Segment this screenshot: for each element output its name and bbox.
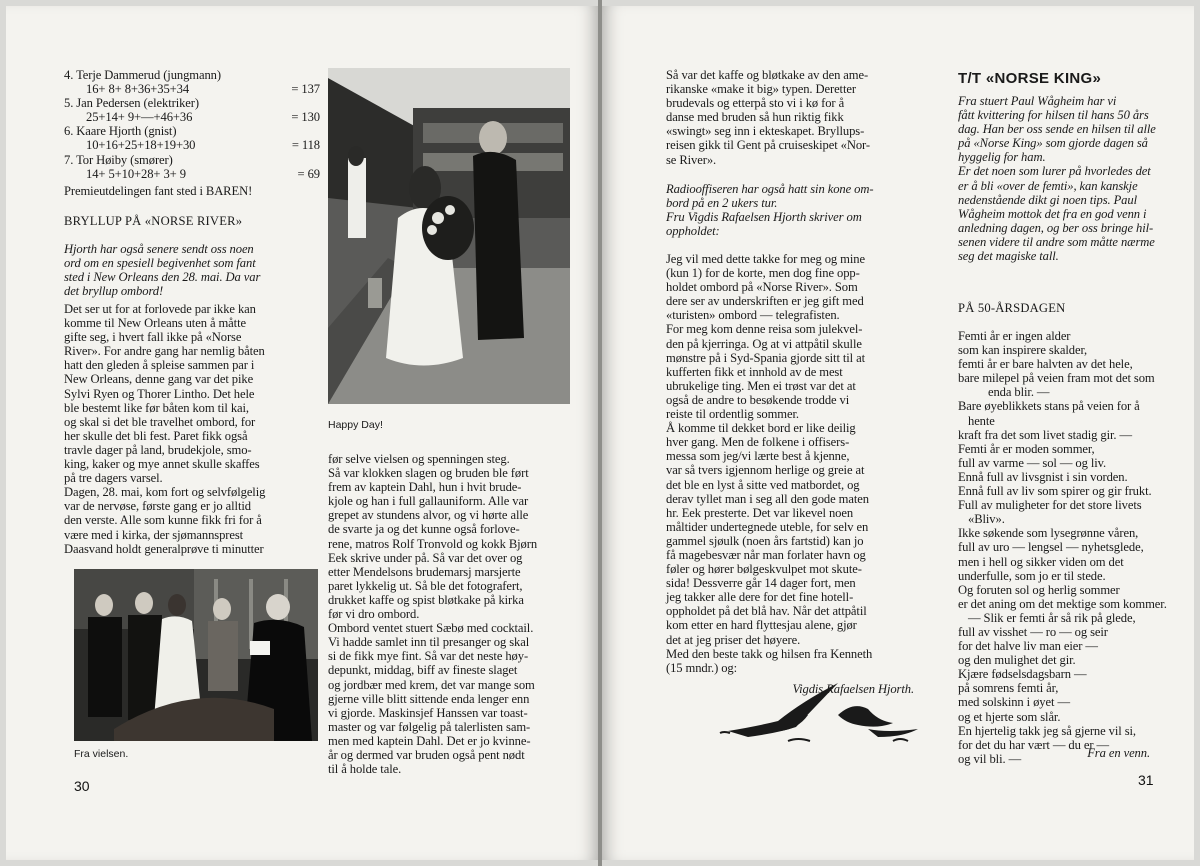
- text-line: Radiooffiseren har også hatt sin kone om-: [666, 182, 874, 196]
- text-line: (15 mndr.) og:: [666, 660, 738, 675]
- text-line: det at jeg priser det høyere.: [666, 632, 801, 647]
- text-line: dere ser av underskriften er jeg gift med: [666, 294, 864, 309]
- text-line: nedenstående dikt gi noen tips. Paul: [958, 192, 1137, 207]
- caption-happy-day: Happy Day!: [328, 419, 383, 431]
- text-line: de svarte ja og det kunne også forlove-: [328, 522, 520, 537]
- text-line: messa som jeg/vi lærte best å kjenne,: [666, 449, 850, 464]
- poem-line: Full av muligheter for det store livets: [958, 498, 1142, 513]
- text-line: Dagen, 28. mai, kom fort og selvfølgelig: [64, 485, 266, 500]
- text-line: Å komme til dekket bord er like deilig: [666, 421, 856, 436]
- text-line: kom etter en hard flyttesjau alene, gjør: [666, 618, 857, 633]
- text-line: til å holde tale.: [328, 762, 402, 777]
- prize-line: Premieutdelingen fant sted i BAREN!: [64, 184, 253, 198]
- page-number-right: 31: [1138, 772, 1154, 788]
- text-line: Det ser ut for at forlovede par ikke kan: [64, 302, 256, 316]
- seagull-icon: [718, 671, 930, 751]
- text-line: Eek skrive under på. Så var det over og: [328, 550, 523, 565]
- wedding-heading: BRYLLUP PÅ «NORSE RIVER»: [64, 214, 243, 228]
- poem-line: Ikke søkende som lysegrønne våren,: [958, 526, 1139, 541]
- text-line: her skulle det bli fest. Paret fikk også: [64, 428, 248, 443]
- text-line: Ombord ventet stuert Sæbø med cocktail.: [328, 621, 534, 636]
- result-total: = 137: [291, 82, 320, 97]
- text-line: var så tvers igjennom herlige og greie at: [666, 463, 865, 478]
- result-expression: 14+ 5+10+28+ 3+ 9: [86, 166, 186, 181]
- text-line: reiste til ordentlig sommer.: [666, 407, 799, 422]
- text-line: se River».: [666, 152, 717, 167]
- result-name: 7. Tor Høiby (smører): [64, 152, 173, 167]
- text-line: Wågheim mottok det fra en god venn i: [958, 206, 1147, 221]
- poem-line: Kjære fødselsdagsbarn —: [958, 667, 1087, 682]
- page-right: [602, 6, 1194, 860]
- ceremony-photo-image: [74, 569, 318, 741]
- text-line: Så var det kaffe og bløtkake av den ame-: [666, 68, 869, 82]
- text-line: fått kvittering for hilsen til hans 50 års: [958, 108, 1149, 123]
- text-line: vi gjorde. Maskinsjef Hanssen var toast-: [328, 705, 528, 720]
- text-line: ubrukelige ting. Men ei trøst var det at: [666, 378, 856, 393]
- text-line: ord om en spesiell begivenhet som fant: [64, 256, 256, 271]
- text-line: før vi dro ombord.: [328, 607, 420, 622]
- result-total: = 118: [291, 138, 320, 153]
- vigdis-signature: Vigdis Rafaelsen Hjorth.: [792, 682, 914, 696]
- text-line: drukket kaffe og spist bløtkake på kirka: [328, 592, 524, 607]
- text-line: depunkt, middag, biff av fineste slaget: [328, 663, 518, 678]
- text-line: rene, matros Rolf Tronvold og kokk Bjørn: [328, 536, 538, 551]
- result-name: 5. Jan Pedersen (elektriker): [64, 96, 199, 111]
- result-total: = 69: [297, 166, 320, 181]
- poem-line: femti år er bare halvten av det hele,: [958, 357, 1133, 372]
- result-entry: [64, 124, 320, 152]
- text-line: danse med bruden så hun riktig fikk: [666, 110, 844, 125]
- poem-line: enda blir. —: [988, 385, 1050, 400]
- text-line: sted i New Orleans den 28. mai. Da var: [64, 270, 261, 285]
- wedding-photo-happy-day: [328, 68, 570, 404]
- wedding-photo-ceremony: [74, 569, 318, 741]
- poem-line: for det halve liv man eier —: [958, 639, 1098, 654]
- text-line: New Orleans, denne gang var det pike: [64, 372, 254, 387]
- caption-from-ceremony: Fra vielsen.: [74, 748, 129, 760]
- poem-line: En hjertelig takk jeg så gjerne vil si,: [958, 723, 1136, 738]
- text-line: etter Mendelsons brudemarsj marsjerte: [328, 564, 521, 579]
- radio-officer-intro: [666, 182, 936, 238]
- text-line: Med den beste takk og hilsen fra Kenneth: [666, 646, 873, 661]
- text-line: være med i kirka, der sjømannsprest: [64, 527, 244, 542]
- poem-line: som kan inspirere skalder,: [958, 343, 1088, 358]
- poem-heading: PÅ 50-ÅRSDAGEN: [958, 301, 1066, 315]
- text-line: ble bestemt like før båten kom til kai,: [64, 400, 249, 415]
- text-line: gammel sjøulk (noen års fartstid) kan jo: [666, 533, 864, 548]
- poem-line: bare milepel på veien fram mot det som: [958, 371, 1155, 386]
- poem-line: Og foruten sol og herlig sommer: [958, 582, 1120, 597]
- poem-line: «Bliv».: [968, 512, 1005, 527]
- text-line: føler og hører bølgeskvulpet mot skute-: [666, 562, 862, 577]
- text-line: «swingt» seg inn i ekteskapet. Bryllups-: [666, 124, 865, 139]
- text-line: hr. Eek presterte. Det var likevel noen: [666, 505, 854, 520]
- text-line: anledning dagen, og ber oss bringe hil-: [958, 220, 1154, 235]
- result-expression: 16+ 8+ 8+36+35+34: [86, 82, 190, 97]
- text-line: derav tyllet man i seg all den gode maten: [666, 491, 869, 506]
- result-expression: 25+14+ 9+—+46+36: [86, 110, 193, 125]
- text-line: dag. Han ber oss sende en hilsen til alle: [958, 122, 1156, 137]
- poem-line: er det aning om det mektige som kommer.: [958, 596, 1167, 611]
- text-line: det ble en lyst å sitte ved matbordet, og: [666, 477, 860, 492]
- result-name: 4. Terje Dammerud (jungmann): [64, 68, 221, 82]
- text-line: «turisten» ombord — telegrafisten.: [666, 308, 840, 323]
- text-line: er å bli «over de femti», kan kanskje: [958, 178, 1138, 193]
- couple-photo-image: [328, 68, 570, 404]
- text-line: bord på en 2 ukers tur.: [666, 196, 778, 211]
- text-line: Vi hadde samlet inn til presanger og skal: [328, 635, 530, 650]
- poem-line: med solskinn i øyet —: [958, 695, 1070, 710]
- poem-signature: Fra en venn.: [1087, 746, 1150, 760]
- result-score-row: [64, 110, 320, 124]
- text-line: gjerne ville blitt sittende enda lenger enn: [328, 691, 530, 706]
- text-line: på «Norse King» som gjorde dagen så: [958, 136, 1148, 151]
- poem-line: for det du har vært — du er —: [958, 737, 1109, 752]
- result-total: = 130: [291, 110, 320, 125]
- text-line: si de fikk mye fint. Så var det neste høy-: [328, 649, 529, 664]
- poem-line: og den mulighet det gir.: [958, 653, 1076, 668]
- text-line: mønstre på i Syd-Spania gjorde sitt til at: [666, 350, 866, 365]
- poem-line: på somrens femti år,: [958, 681, 1059, 696]
- text-line: frem av kaptein Dahl, hun i hvit brude-: [328, 480, 522, 495]
- text-line: grepet av stundens alvor, og vi hørte alle: [328, 508, 529, 523]
- result-entry: [64, 96, 320, 124]
- poem-line: kraft fra det som livet stadig gir. —: [958, 427, 1132, 442]
- wedding-intro: [64, 242, 326, 298]
- poem-line: underfulle, som jo er til stede.: [958, 568, 1106, 583]
- text-line: jeg takker alle dere for det fine hotell-: [666, 590, 854, 605]
- wedding-text-col1: [64, 302, 326, 556]
- page-left: [6, 6, 598, 860]
- poem-line: Ennå full av liv som spirer og gir frukt.: [958, 484, 1152, 499]
- result-entry: [64, 68, 320, 96]
- text-line: Sylvi Ryen og Thorer Lintho. Det hele: [64, 386, 255, 401]
- text-line: rikanske «make it big» typen. Deretter: [666, 82, 856, 97]
- text-line: var de nervøse, første gang er jo alltid: [64, 499, 251, 514]
- text-line: komme til New Orleans uten å måtte: [64, 316, 246, 331]
- result-name: 6. Kaare Hjorth (gnist): [64, 124, 177, 139]
- text-line: kjole og han i full gallauniform. Alle var: [328, 494, 529, 509]
- text-line: oppholdet på det blå hav. Når det attpåtil: [666, 604, 867, 619]
- text-line: master og var følgelig på talerlisten sam-: [328, 719, 531, 734]
- poem-line: Femti år er ingen alder: [958, 329, 1071, 343]
- text-line: gifte seg, i hvert fall ikke på «Norse: [64, 330, 242, 345]
- text-line: reisen gikk til Gent på cruiseskipet «Nor-: [666, 138, 870, 153]
- text-line: den verste. Alle som kunne fikk fri for å: [64, 513, 262, 528]
- text-line: sida! Dessverre går 14 dager fort, men: [666, 576, 856, 591]
- text-line: Fra stuert Paul Wågheim har vi: [958, 94, 1117, 108]
- text-line: det bryllup ombord!: [64, 284, 164, 299]
- text-line: River». For andre gang har nemlig båten: [64, 344, 265, 359]
- poem-line: men i hell og sikker viden om det: [958, 554, 1124, 569]
- wedding-text-continued: [666, 68, 936, 167]
- text-line: Så var klokken slagen og bruden ble ført: [328, 466, 529, 481]
- result-score-row: [64, 167, 320, 181]
- text-line: Hjorth har også senere sendt oss noen: [64, 242, 254, 256]
- poem-line: Bare øyeblikkets stans på veien for å: [958, 399, 1140, 414]
- text-line: på tre dagers varsel.: [64, 471, 163, 486]
- poem-line: Femti år er moden sommer,: [958, 441, 1095, 456]
- text-line: hver gang. Men de folkene i offisers-: [666, 435, 850, 450]
- text-line: king, kaker og mye annet skulle skaffes: [64, 457, 260, 472]
- poem-line: og et hjerte som slår.: [958, 709, 1061, 724]
- text-line: (kun 1) for de korte, men dog fine opp-: [666, 266, 860, 281]
- text-line: holdet ombord på «Norse River». Som: [666, 280, 858, 295]
- text-line: og skal si det ble travelhet ombord, for: [64, 414, 256, 429]
- results-list: [64, 68, 320, 181]
- result-score-row: [64, 138, 320, 152]
- text-line: få magebesvær når man forlater havn og: [666, 547, 866, 562]
- text-line: seg det magiske tall.: [958, 249, 1059, 264]
- text-line: senen videre til andre som måtte nærme: [958, 234, 1155, 249]
- result-entry: [64, 153, 320, 181]
- page-number-left: 30: [74, 778, 90, 794]
- wagheim-intro: [958, 94, 1182, 263]
- norse-king-title: T/T «NORSE KING»: [958, 70, 1102, 87]
- text-line: år og dermed var bruden også pent nødt: [328, 747, 525, 762]
- poem-line: full av visshet — ro — og seir: [958, 624, 1108, 639]
- text-line: den på kjerringa. Og at vi attpåtil skulle: [666, 336, 862, 351]
- poem-text: [958, 329, 1190, 766]
- text-line: oppholdet:: [666, 224, 720, 239]
- text-line: travle dager på land, brudekjole, smo-: [64, 442, 252, 457]
- text-line: hyggelig for ham.: [958, 150, 1046, 165]
- poem-line: hente: [968, 413, 995, 428]
- result-score-row: [64, 82, 320, 96]
- text-line: paret lykkelig ut. Så ble det fotografert,: [328, 578, 523, 593]
- poem-line: full av uro — lengsel — nyhetsglede,: [958, 540, 1144, 555]
- text-line: men med kaptein Dahl. Det er jo kvinne-: [328, 733, 531, 748]
- text-line: måltider undertegnede uteble, for selv en: [666, 519, 869, 534]
- text-line: kufferten fikk et innhold av de mest: [666, 364, 843, 379]
- text-line: før selve vielsen og spenningen steg.: [328, 452, 510, 466]
- text-line: Jeg vil med dette takke for meg og mine: [666, 252, 865, 266]
- text-line: brudevals og etterpå sto vi i kø for å: [666, 96, 845, 111]
- text-line: Er det noen som lurer på hvorledes det: [958, 164, 1151, 179]
- wedding-text-col2: [328, 452, 578, 776]
- text-line: Fru Vigdis Rafaelsen Hjorth skriver om: [666, 210, 862, 225]
- text-line: også de andre to besøkende trodde vi: [666, 392, 850, 407]
- text-line: Daasvand holdt generalprøve ti minutter: [64, 541, 264, 556]
- text-line: For meg kom denne reisa som julekvel-: [666, 322, 863, 337]
- poem-line: full av varme — sol — og liv.: [958, 455, 1107, 470]
- vigdis-letter: [666, 252, 936, 675]
- seagulls-illustration: [718, 671, 930, 751]
- poem-line: Ennå full av livsgnist i sin vorden.: [958, 469, 1128, 484]
- poem-line: — Slik er femti år så rik på glede,: [968, 610, 1136, 625]
- result-expression: 10+16+25+18+19+30: [86, 138, 196, 153]
- text-line: og jordbær med krem, det var mange som: [328, 677, 535, 692]
- text-line: hatt den gleden å spleise sammen par i: [64, 358, 255, 373]
- poem-line: og vil bli. —: [958, 751, 1022, 766]
